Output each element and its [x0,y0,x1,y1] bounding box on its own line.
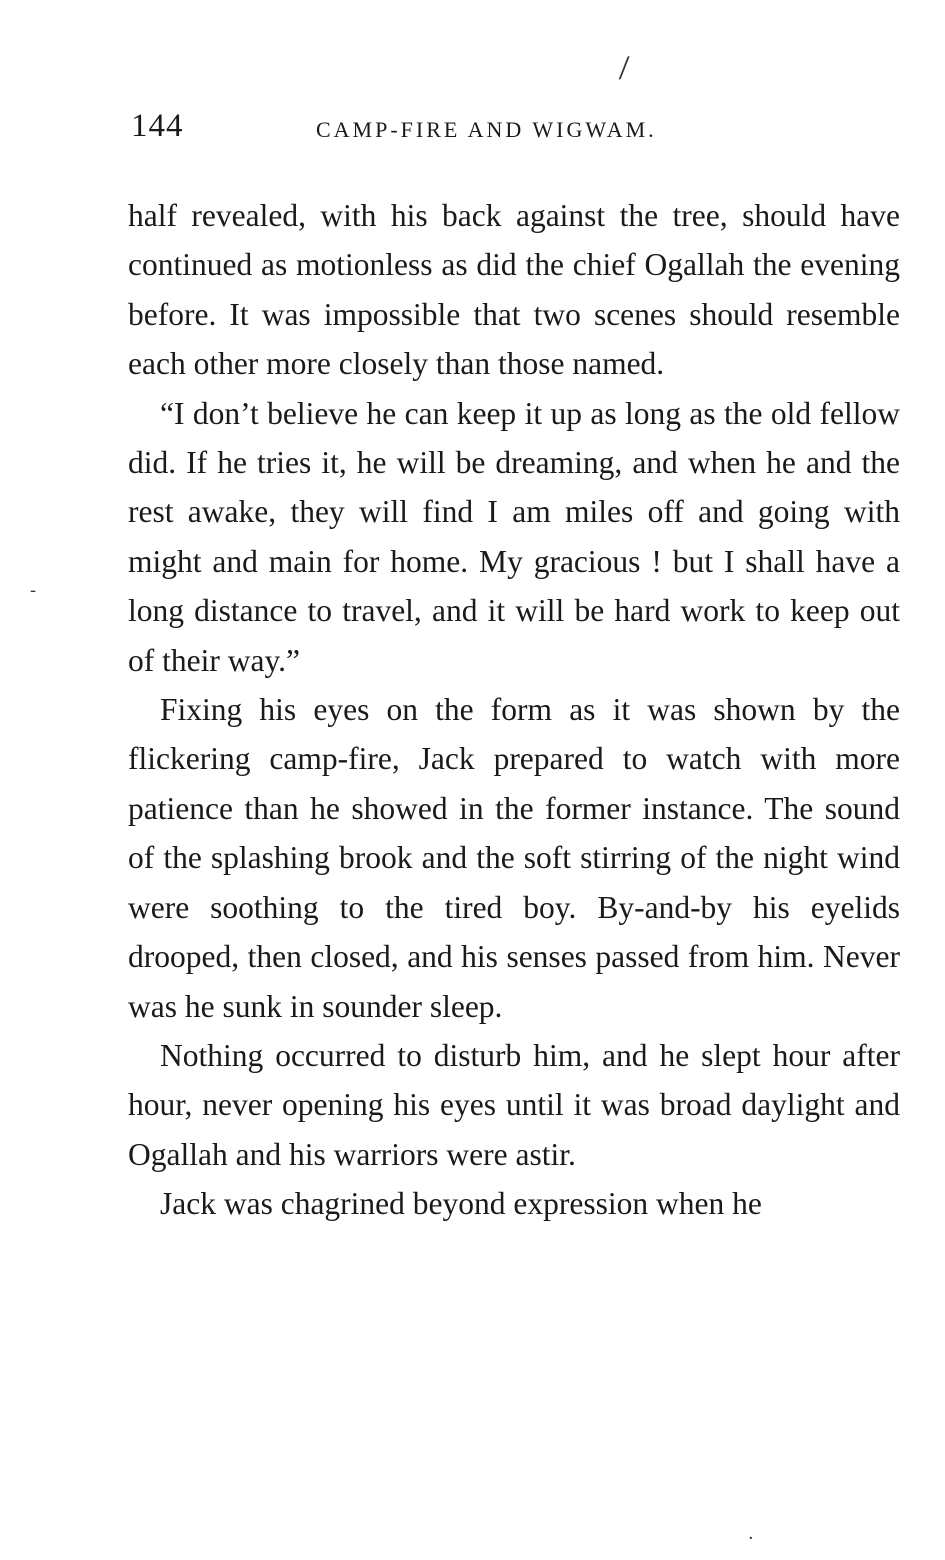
page-header [131,108,901,148]
bottom-speck-icon: · [748,1528,754,1549]
paragraph-continued: half revealed, with his back against the tree, should have continued as motionless as did the chief Ogallah the evening before. It was impossible that two scenes should resemble each other more closely than those named. [128,198,900,382]
page-number: 144 [131,108,184,144]
paragraph-watch: Fixing his eyes on the form as it was shown by the flickering camp-fire, Jack prepared to watch with more patience than he showed in the former instance. The sound of the splashing brook and the soft stirring of the night wind were soothing to the tired boy. By-and-by his eyelids drooped, then closed, and his senses passed from him. Never was he sunk in sounder sleep. [128,692,900,1024]
margin-speck-icon: - [30,580,37,601]
paragraph-morning: Nothing occurred to disturb him, and he slept hour after hour, never opening his eyes until it was broad daylight and Ogallah and his warriors were astir. [128,1037,900,1172]
paragraph-dialogue: “I don’t believe he can keep it up as long as the old fellow did. If he tries it, he will be dreaming, and when he and the rest awake, they will find I am miles off and going with might and main for home. My gracious ! but I shall have a long distance to travel, and it will be hard work to keep out of their way.” [128,395,900,678]
paragraph-final: Jack was chagrined beyond expression when he [160,1186,762,1222]
pencil-mark-icon: ⁄ [619,51,630,86]
body-text [128,191,900,1229]
running-title: CAMP-FIRE AND WIGWAM. [316,117,657,142]
